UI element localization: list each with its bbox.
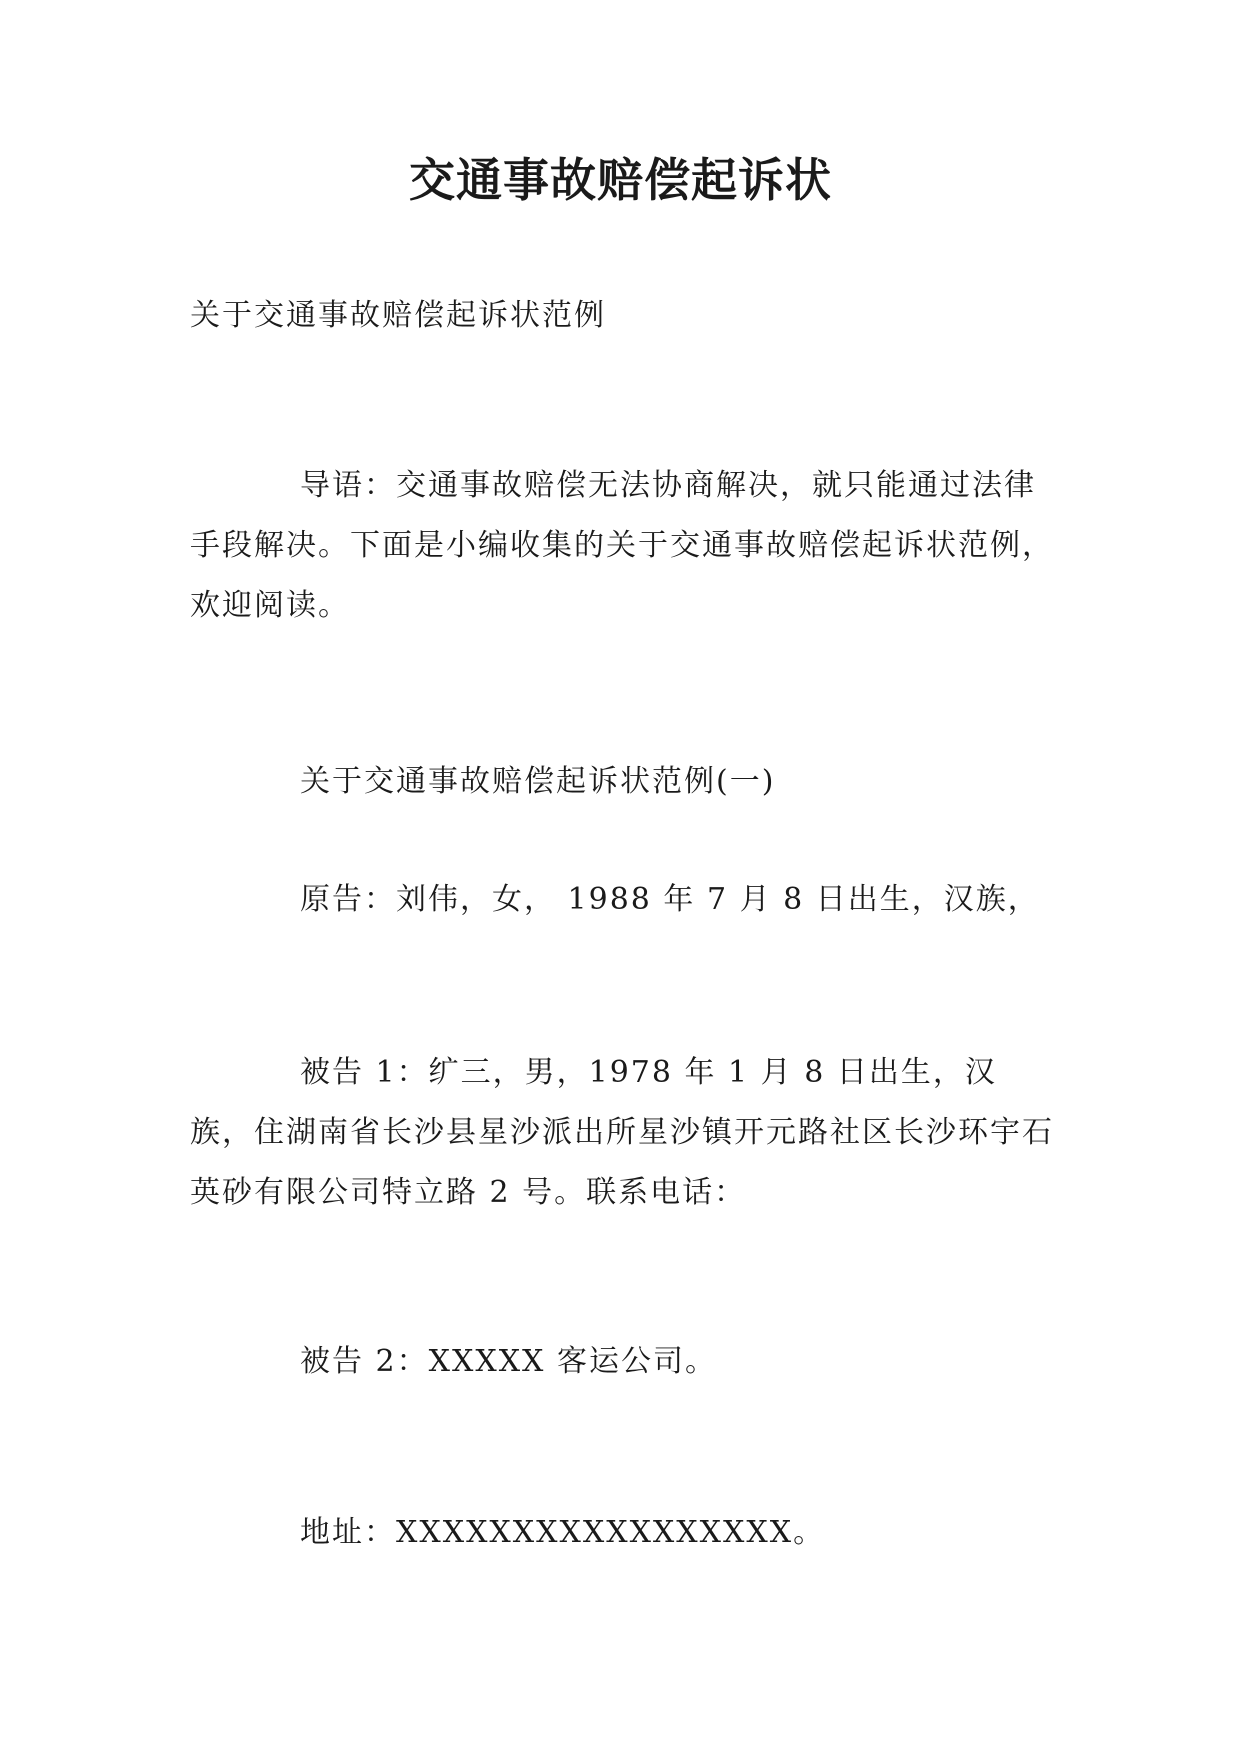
intro-paragraph: 导语：交通事故赔偿无法协商解决，就只能通过法律手段解决。下面是小编收集的关于交通事故赔偿起诉状范例，欢迎阅读。 xyxy=(190,468,1054,623)
section-heading: 关于交通事故赔偿起诉状范例(一) xyxy=(300,764,776,799)
defendant2-paragraph: 被告 2：XXXXX 客运公司。 xyxy=(300,1344,717,1379)
address-paragraph: 地址：XXXXXXXXXXXXXXXXX。 xyxy=(300,1515,826,1550)
plaintiff-paragraph: 原告：刘伟，女， 1988 年 7 月 8 日出生，汉族， xyxy=(300,882,1040,917)
defendant1-paragraph: 被告 1：纩三，男，1978 年 1 月 8 日出生，汉族，住湖南省长沙县星沙派出所星沙镇开元路社区长沙环宇石英砂有限公司特立路 2 号。联系电话： xyxy=(190,1055,1054,1210)
document-title: 交通事故赔偿起诉状 xyxy=(409,153,832,207)
document-subtitle: 关于交通事故赔偿起诉状范例 xyxy=(190,298,606,333)
